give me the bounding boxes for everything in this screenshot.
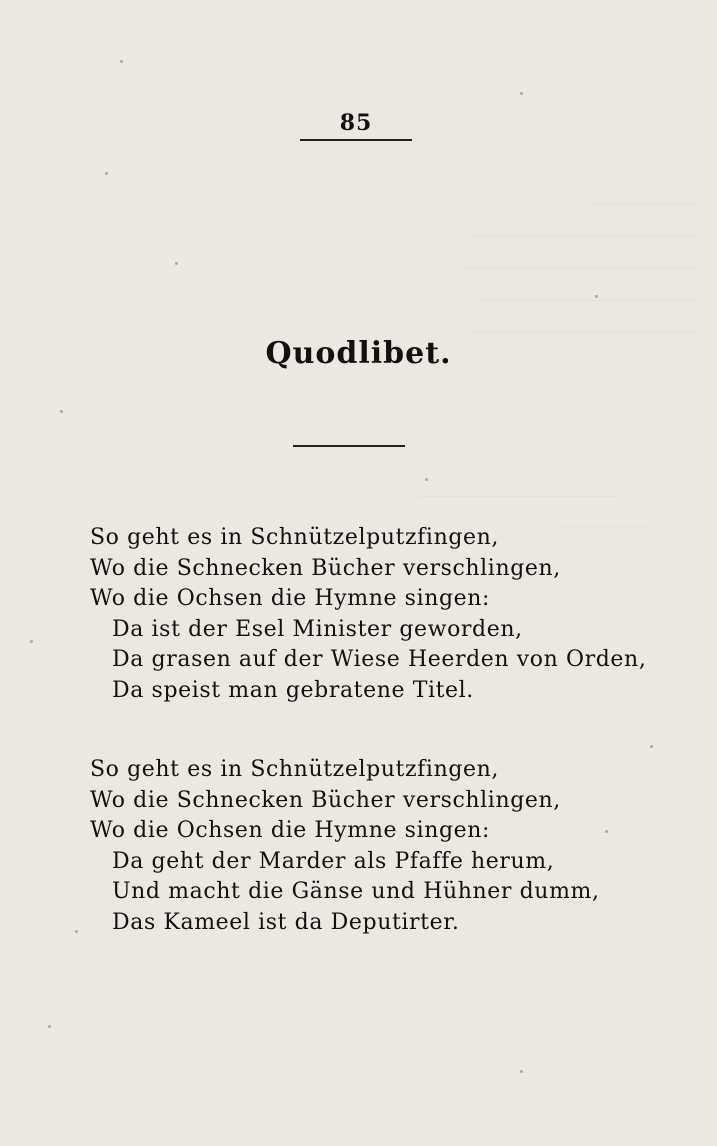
- verse-line: Wo die Schnecken Bücher verschlingen,: [90, 555, 561, 581]
- verse-line: Wo die Ochsen die Hymne singen:: [90, 818, 491, 843]
- stanza-1: [90, 523, 650, 706]
- header-rule: [300, 139, 412, 141]
- verse-line: Und macht die Gänse und Hühner dumm,: [112, 879, 600, 904]
- verse-line: Wo die Schnecken Bücher verschlingen,: [90, 787, 561, 813]
- verse-line: So geht es in Schnützelputzfingen,: [90, 525, 499, 550]
- verse-line: Das Kameel ist da Deputirter.: [112, 909, 460, 935]
- page-number: 85: [339, 110, 373, 136]
- poem-title: Quodlibet.: [265, 336, 452, 371]
- verse-line: Da speist man gebratene Titel.: [112, 677, 474, 703]
- verse-line: Da ist der Esel Minister geworden,: [112, 616, 523, 642]
- title-rule: [293, 445, 405, 447]
- verse-line: Da grasen auf der Wiese Heerden von Orden,: [112, 647, 647, 672]
- verse-line: Da geht der Marder als Pfaffe herum,: [112, 848, 555, 874]
- verse-line: So geht es in Schnützelputzfingen,: [90, 757, 499, 782]
- verse-line: Wo die Ochsen die Hymne singen:: [90, 586, 491, 611]
- stanza-2: [90, 755, 650, 938]
